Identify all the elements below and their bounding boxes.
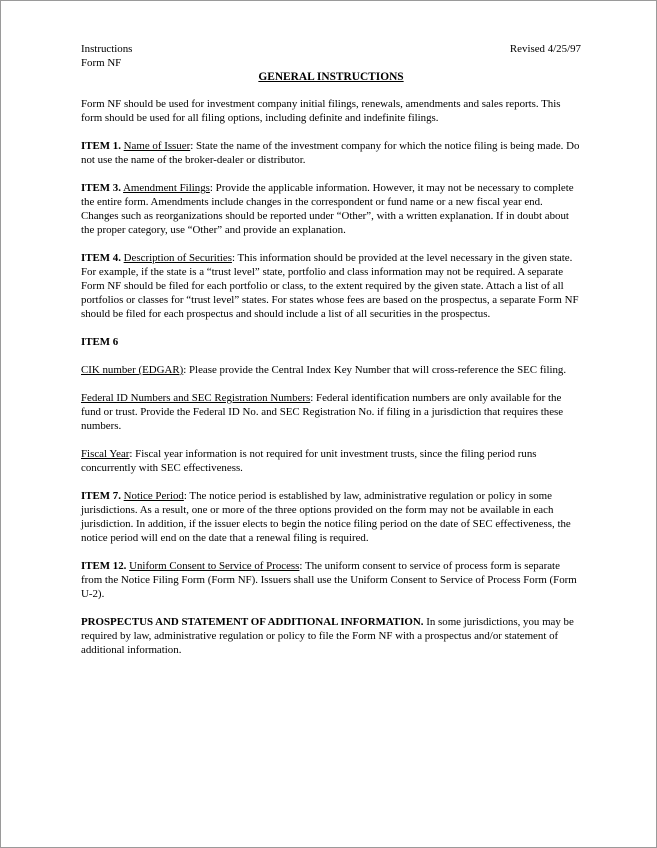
item4-label: ITEM 4.	[81, 252, 121, 264]
item3-paragraph	[81, 181, 581, 237]
item1-label: ITEM 1.	[81, 140, 121, 152]
cik-heading: CIK number (EDGAR)	[81, 364, 184, 376]
item12-text: : The uniform consent to service of process form is separate from the Notice Filing Form (Form NF). Issuers shall use the Uniform Consent to Service of Process Form (Form U-2).	[81, 560, 577, 600]
item3-heading: Amendment Filings	[123, 182, 210, 194]
item12-heading: Uniform Consent to Service of Process	[129, 560, 300, 572]
prospectus-heading: PROSPECTUS AND STATEMENT OF ADDITIONAL INFORMATION.	[81, 616, 424, 628]
fiscal-text: : Fiscal year information is not required for unit investment trusts, since the filing period runs concurrently with SEC effectiveness.	[81, 448, 537, 474]
item6-fiscal-paragraph	[81, 447, 581, 475]
item6-cik-paragraph	[81, 363, 581, 377]
header-left	[81, 42, 132, 70]
item7-text: : The notice period is established by law, administrative regulation or policy in some jurisdictions. As a result, one or more of the three options provided on the form may not be available in each jurisdiction. In addition, if the issuer elects to begin the notice filing period on the date of SEC effectiveness, the notice period will end on the date that a renewal filing is required.	[81, 490, 571, 544]
cik-text: : Please provide the Central Index Key Number that will cross-reference the SEC filing.	[183, 364, 567, 376]
fedid-text: : Federal identification numbers are only available for the fund or trust. Provide the Federal ID No. and SEC Registration No. if filing in a jurisdiction that requires these numbers.	[81, 392, 564, 432]
item4-heading: Description of Securities	[123, 252, 232, 264]
prospectus-paragraph	[81, 615, 581, 657]
item6-label: ITEM 6	[81, 336, 119, 348]
header-instructions: Instructions	[81, 43, 133, 55]
item4-paragraph	[81, 251, 581, 321]
item1-heading: Name of Issuer	[123, 140, 191, 152]
item12-label: ITEM 12.	[81, 560, 127, 572]
item7-label: ITEM 7.	[81, 490, 121, 502]
item4-text: : This information should be provided at the level necessary in the given state. For example, if the state is a “trust level” state, portfolio and class information may not be required. A separate Form NF should be filed for each portfolio or class, to the extent required by the given state. Attach a list of all portfolios or classes for “trust level” states. For states whose fees are based on the prospectus, a separate Form NF should be filed for each prospectus and should include a list of all securities in the prospectus.	[81, 252, 579, 320]
page-header	[81, 42, 581, 70]
header-form-name: Form NF	[81, 57, 122, 69]
header-revised-date: Revised 4/25/97	[509, 43, 581, 55]
intro-paragraph: Form NF should be used for investment company initial filings, renewals, amendments and sales reports. This form should be used for all filing options, including definite and indefinite filings.	[81, 98, 561, 124]
item7-paragraph	[81, 489, 581, 545]
page-title: GENERAL INSTRUCTIONS	[258, 71, 404, 83]
document-body	[81, 42, 581, 657]
item3-text: : Provide the applicable information. However, it may not be necessary to complete the entire form. Amendments include changes in the correspondent or fund name or a new fiscal year end. Changes such as reorganizations should be reported under “Other”, with a written explanation. If in doubt about the proper category, use “Other” and provide an explanation.	[81, 182, 574, 236]
item1-text: : State the name of the investment company for which the notice filing is being made. Do not use the name of the broker-dealer or distributor.	[81, 140, 580, 166]
fiscal-heading: Fiscal Year	[81, 448, 130, 460]
prospectus-text: In some jurisdictions, you may be required by law, administrative regulation or policy to file the Form NF with a prospectus and/or statement of additional information.	[81, 616, 574, 656]
item3-label: ITEM 3.	[81, 182, 121, 194]
item7-heading: Notice Period	[123, 490, 184, 502]
fedid-heading: Federal ID Numbers and SEC Registration Numbers	[81, 392, 311, 404]
item6-fedid-paragraph	[81, 391, 581, 433]
item1-paragraph	[81, 139, 581, 167]
item12-paragraph	[81, 559, 581, 601]
